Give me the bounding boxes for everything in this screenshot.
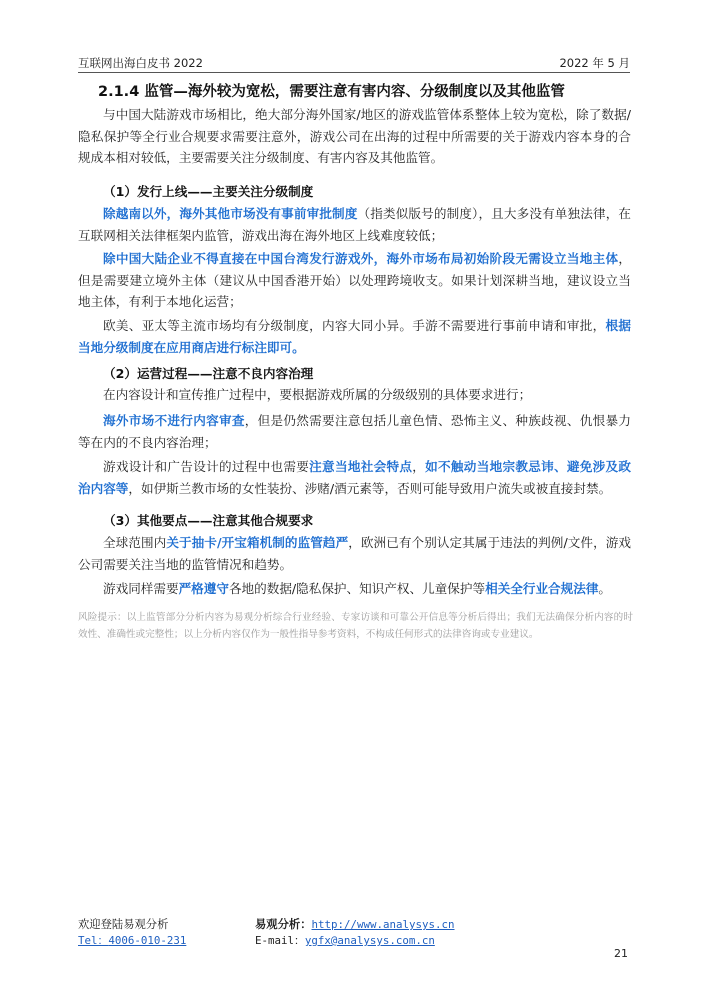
sub3-paragraph-2 (78, 578, 631, 600)
sub3-p2-mid: 各地的数据/隐私保护、知识产权、儿童保护等 (228, 581, 486, 596)
sub1-p2-highlight: 除中国大陆企业不得直接在中国台湾发行游戏外，海外市场布局初始阶段无需设立当地主体 (103, 251, 619, 266)
page-number: 21 (614, 947, 628, 960)
sub1-paragraph-2 (78, 248, 631, 313)
risk-disclaimer: 风险提示：以上监管部分分析内容为易观分析综合行业经验、专家访谈和可靠公开信息等分析后得出；我们无法确保分析内容的时效性、准确性或完整性；以上分析内容仅作为一般性指导参考资料，不构成任何形式的法律咨询或专业建议。 (78, 612, 633, 640)
sub2-p3-pre: 游戏设计和广告设计的过程中也需要 (103, 459, 310, 474)
sub1-p1-highlight: 除越南以外，海外其他市场没有事前审批制度 (103, 206, 358, 221)
sub1-paragraph-3 (78, 315, 631, 358)
section-title: 2.1.4 监管—海外较为宽松，需要注意有害内容、分级制度以及其他监管 (98, 84, 565, 100)
footer-tel-label: Tel： (78, 934, 109, 947)
sub2-p2-highlight: 海外市场不进行内容审查 (103, 413, 245, 428)
subsection-1-title: （1）发行上线——主要关注分级制度 (103, 184, 314, 199)
subsection-3-title: （3）其他要点——注意其他合规要求 (103, 513, 314, 528)
footer-tel-number[interactable]: 4006-010-231 (108, 934, 187, 947)
intro-paragraph: 与中国大陆游戏市场相比，绝大部分海外国家/地区的游戏监管体系整体上较为宽松，除了数据/隐私保护等全行业合规要求需要注意外，游戏公司在出海的过程中所需要的关于游戏内容本身的合规成本相对较低，主要需要关注分级制度、有害内容及其他监管。 (78, 107, 631, 166)
sub2-p3-highlight-2: 如不触动当地宗教忌讳、避免涉及政治内容等 (78, 459, 632, 496)
sub2-p2-text: ，但是仍然需要注意包括儿童色情、恐怖主义、种族歧视、仇恨暴力等在内的不良内容治理； (78, 413, 632, 450)
footer-brand-label: 易观分析： (255, 918, 312, 931)
sub1-p3-highlight: 根据当地分级制度在应用商店进行标注即可。 (78, 318, 632, 355)
sub3-p2-end: 。 (598, 581, 611, 596)
header-date: 2022 年 5 月 (559, 56, 630, 70)
sub1-p1-text: （指类似版号的制度），且大多没有单独法律，在互联网相关法律框架内监管，游戏出海在海外地区上线难度较低； (78, 206, 632, 243)
footer-email-link[interactable]: ygfx@analysys.com.cn (304, 934, 435, 947)
sub2-p3-text: ，如伊斯兰教市场的女性装扮、涉赌/酒元素等，否则可能导致用户流失或被直接封禁。 (128, 480, 612, 496)
sub1-paragraph-1 (78, 203, 631, 246)
sub3-p2-pre: 游戏同样需要 (103, 581, 179, 596)
sub3-p1-text: ，欧洲已有个别认定其属于违法的判例/文件，游戏公司需要关注当地的监管情况和趋势。 (78, 535, 632, 572)
sub3-p2-highlight-1: 严格遵守 (178, 581, 229, 596)
header-title: 互联网出海白皮书 2022 (78, 56, 203, 70)
sub2-paragraph-3 (78, 456, 631, 499)
sub1-p2-text: ，但是需要建立境外主体（建议从中国香港开始）以处理跨境收支。如果计划深耕当地，建议设立当地主体，有利于本地化运营； (78, 251, 631, 310)
sub2-paragraph-1: 在内容设计和宣传推广过程中，要根据游戏所属的分级级别的具体要求进行； (103, 387, 532, 402)
sub2-p3-highlight-1: 注意当地社会特点 (309, 459, 413, 474)
sub1-p3-text: 欧美、亚太等主流市场均有分级制度，内容大同小异。手游不需要进行事前申请和审批， (103, 318, 606, 333)
footer-tel (78, 933, 186, 948)
footer-website-link[interactable]: http://www.analysys.cn (311, 918, 455, 931)
footer-email-label: E-mail： (255, 934, 305, 947)
footer-email (255, 933, 435, 948)
sub3-p2-highlight-2: 相关全行业合规法律 (485, 581, 599, 596)
header-divider (78, 72, 630, 73)
sub2-paragraph-2 (78, 410, 631, 453)
footer-welcome: 欢迎登陆易观分析 (78, 918, 169, 931)
subsection-2-title: （2）运营过程——注意不良内容治理 (103, 366, 314, 381)
sub3-p1-pre: 全球范围内 (103, 535, 167, 550)
sub2-p3-mid: ， (412, 459, 426, 474)
footer-website (255, 916, 455, 932)
sub3-paragraph-1 (78, 532, 631, 575)
sub3-p1-highlight: 关于抽卡/开宝箱机制的监管趋严 (166, 535, 349, 550)
